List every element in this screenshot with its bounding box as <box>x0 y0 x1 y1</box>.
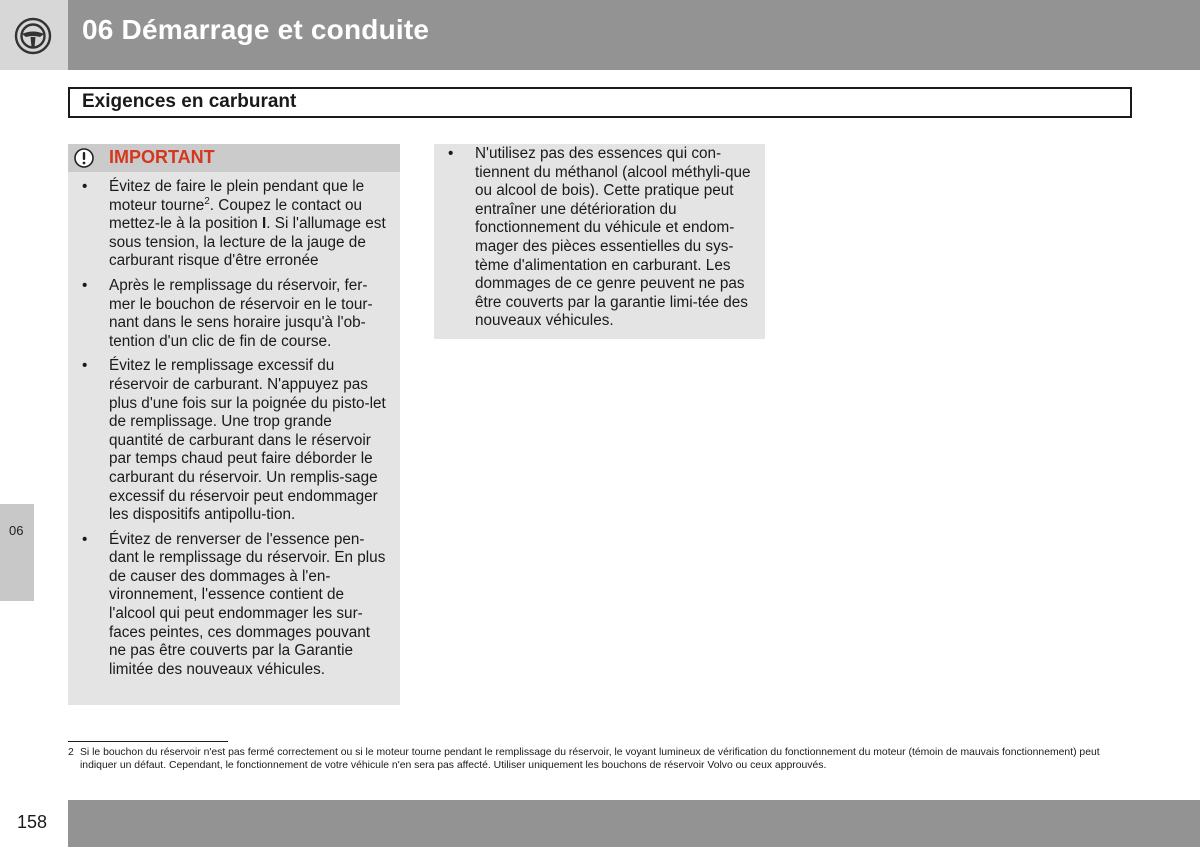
item-text: Évitez le remplissage excessif du réservoir de carburant. N'appuyez pas plus d'une fois sur la poignée du pisto-let de remplissage. Une trop grande quantité de carburant dans le réservoir par temps chaud peut faire déborder le carburant du réservoir. Un remplis-sage excessif du réservoir peut endommager les dispositifs antipollu-tion. <box>109 357 386 524</box>
footnote-text: Si le bouchon du réservoir n'est pas fermé correctement ou si le moteur tourne pendant le remplissage du réservoir, le voyant lumineux de vérification du fonctionnement du moteur (témoin de mauvais fonctionnement) peut indiquer un défaut. Cependant, le fonctionnement de votre véhicule n'en sera pas affecté. Utiliser uniquement les bouchons de réservoir Volvo ou ceux approuvés. <box>80 747 1100 771</box>
important-header <box>68 144 400 172</box>
item-text: Évitez de renverser de l'essence pen-dant le remplissage du réservoir. En plus de causer des dommages à l'en-vironnement, l'essence contient de l'alcool qui peut endommager les sur-faces peintes, ces dommages pouvant ne pas être couverts par la Garantie limitée des nouveaux véhicules. <box>109 530 386 678</box>
important-box-continued <box>434 144 765 339</box>
item-text: Après le remplissage du réservoir, fer-mer le bouchon de réservoir en le tour-nant dans le sens horaire jusqu'à l'ob-tention d'un clic de fin de course. <box>109 276 373 350</box>
footnote-ref: 2 <box>204 195 210 207</box>
footnote-number: 2 <box>68 747 74 758</box>
list-item <box>434 145 756 331</box>
important-list <box>68 178 390 685</box>
ignition-position: I <box>262 215 267 233</box>
item-text: Évitez de faire le plein pendant que le moteur tourne <box>109 178 365 214</box>
bullet-icon: • <box>82 178 88 195</box>
chapter-title: 06 Démarrage et conduite <box>82 14 430 45</box>
footnote <box>68 747 1134 772</box>
list-item <box>68 277 390 351</box>
list-item <box>68 357 390 524</box>
bullet-icon: • <box>82 276 88 294</box>
item-text: . Si l'allumage est sous tension, la lecture de la jauge de carburant risque d'être erronée <box>109 215 386 270</box>
item-text: . Coupez le contact ou mettez-le à la position <box>109 196 363 233</box>
list-item <box>68 531 390 680</box>
footnote-divider <box>68 741 228 742</box>
side-tab-label: 06 <box>9 523 24 538</box>
warning-exclamation-icon <box>74 148 94 168</box>
steering-wheel-icon <box>14 17 52 55</box>
bullet-icon: • <box>448 145 454 162</box>
important-box <box>68 144 400 705</box>
chapter-side-tab <box>0 504 34 601</box>
item-text: N'utilisez pas des essences qui con-tiennent du méthanol (alcool méthyli-que ou alcool de bois). Cette pratique peut entraîner une détérioration du fonctionnement du véhicule et endom-mager des pièces essentielles du sys-tème d'alimentation en carburant. Les dommages de ce genre peuvent ne pas être couverts par la garantie limi-tée des nouveaux véhicules. <box>475 145 751 330</box>
section-heading: Exigences en carburant <box>82 91 297 112</box>
header-logo-box <box>0 0 68 70</box>
continued-list <box>434 145 756 337</box>
bullet-icon: • <box>82 357 88 375</box>
bullet-icon: • <box>82 530 88 548</box>
section-heading-box <box>68 87 1132 118</box>
important-label: IMPORTANT <box>109 147 215 167</box>
list-item <box>68 178 390 271</box>
footer-bar <box>68 800 1200 847</box>
page-number: 158 <box>17 812 48 832</box>
